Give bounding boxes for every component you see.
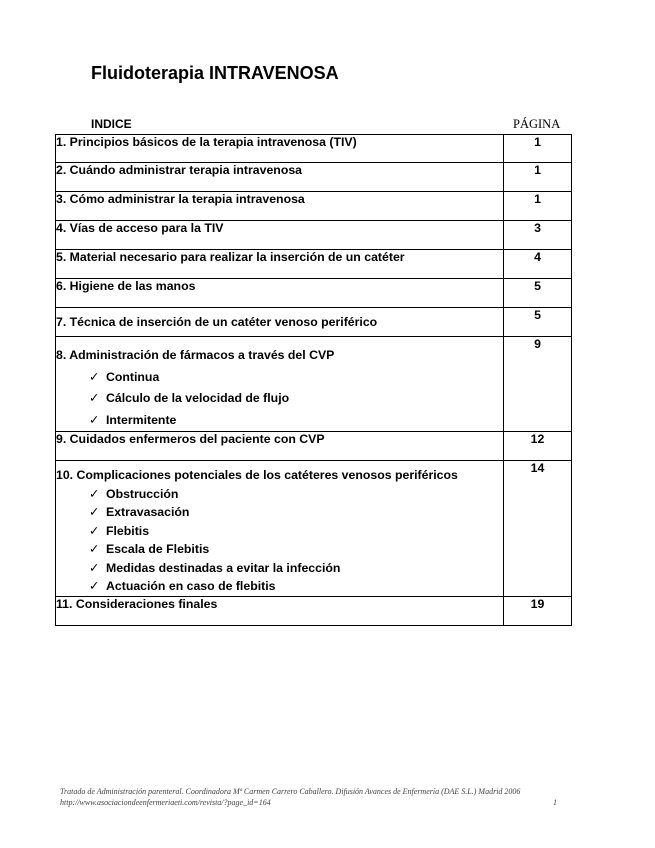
toc-row [56, 308, 572, 337]
toc-entry-page: 19 [504, 597, 572, 626]
toc-row [56, 135, 572, 163]
toc-subitems [56, 485, 503, 596]
checkmark-icon: ✓ [89, 523, 100, 538]
checkmark-icon: ✓ [89, 486, 100, 501]
toc-entry-page: 4 [504, 250, 572, 279]
page-title: Fluidoterapia INTRAVENOSA [91, 63, 339, 83]
toc-row [56, 279, 572, 308]
toc-subitems [56, 367, 503, 432]
toc-row [56, 250, 572, 279]
toc-entry-title: 4. Vías de acceso para la TIV [56, 221, 504, 250]
checkmark-icon: ✓ [89, 391, 100, 405]
toc-subitem: ✓ Cálculo de la velocidad de flujo [89, 388, 503, 410]
toc-subitem: ✓ Flebitis [89, 522, 503, 541]
toc-row [56, 597, 572, 626]
toc-entry-page: 5 [504, 279, 572, 308]
toc-entry-title: 2. Cuándo administrar terapia intravenosa [56, 163, 504, 192]
toc-entry-title: 7. Técnica de inserción de un catéter venoso periférico [56, 308, 504, 337]
toc-entry-page: 12 [504, 432, 572, 461]
toc-entry-title: 5. Material necesario para realizar la inserción de un catéter [56, 250, 504, 279]
toc-entry-title: 6. Higiene de las manos [56, 279, 504, 308]
toc-entry-page: 1 [504, 163, 572, 192]
toc-entry-page: 9 [504, 337, 572, 432]
toc-entry-page: 5 [504, 308, 572, 337]
table-of-contents [55, 134, 572, 626]
toc-entry-title: 1. Principios básicos de la terapia intravenosa (TIV) [56, 135, 504, 163]
footer-url: http://www.asociaciondeenfermeriaeti.com/revista/?page_id=164 [60, 798, 271, 807]
checkmark-icon: ✓ [89, 560, 100, 575]
checkmark-icon: ✓ [89, 542, 100, 556]
toc-entry-title: 9. Cuidados enfermeros del paciente con CVP [56, 432, 504, 461]
toc-subitem: ✓ Continua [89, 367, 503, 389]
toc-subitem: ✓ Escala de Flebitis [89, 540, 503, 559]
toc-subitem: ✓ Actuación en caso de flebitis [89, 577, 503, 596]
toc-row [56, 337, 572, 432]
toc-row [56, 432, 572, 461]
toc-row [56, 221, 572, 250]
footer-citation [60, 786, 560, 808]
toc-entry-title: 3. Cómo administrar la terapia intravenosa [56, 192, 504, 221]
toc-entry-page: 14 [504, 461, 572, 597]
toc-subitem: ✓ Obstrucción [89, 485, 503, 504]
toc-subitem: ✓ Intermitente [89, 410, 503, 432]
footer-reference: Tratado de Administración parenteral. Coordinadora Mª Carmen Carrero Caballero. Difusión Avances de Enfermería (DAE S.L.) Madrid 2006 [60, 787, 521, 796]
toc-row [56, 163, 572, 192]
page-column-heading: PÁGINA [513, 117, 561, 131]
toc-row [56, 192, 572, 221]
toc-entry-page: 1 [504, 135, 572, 163]
checkmark-icon: ✓ [89, 412, 100, 427]
checkmark-icon: ✓ [89, 505, 100, 519]
toc-subitem: ✓ Extravasación [89, 503, 503, 522]
checkmark-icon: ✓ [89, 369, 100, 384]
index-heading: INDICE [91, 117, 132, 131]
toc-entry-page: 1 [504, 192, 572, 221]
toc-subitem: ✓ Medidas destinadas a evitar la infección [89, 559, 503, 578]
toc-entry-title: 10. Complicaciones potenciales de los catéteres venosos periféricos [56, 468, 458, 482]
checkmark-icon: ✓ [89, 579, 100, 593]
toc-entry-title: 11. Consideraciones finales [56, 597, 504, 626]
page-number: 1 [553, 798, 557, 807]
toc-entry-title: 8. Administración de fármacos a través del CVP [56, 348, 335, 362]
toc-entry-page: 3 [504, 221, 572, 250]
toc-row [56, 461, 572, 597]
